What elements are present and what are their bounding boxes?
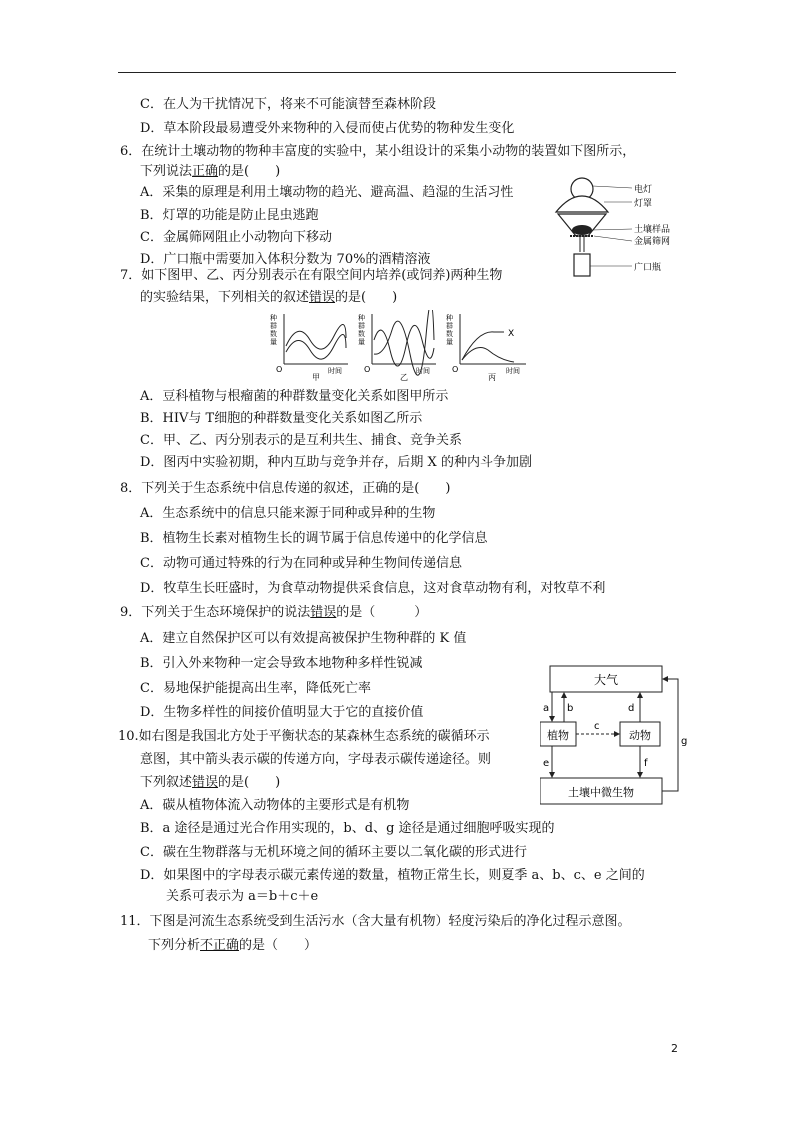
q8-option-c: C．动物可通过特殊的行为在同种或异种生物间传递信息 [140, 556, 462, 571]
q9-option-c: C．易地保护能提高出生率，降低死亡率 [140, 681, 371, 696]
q7-population-graphs [268, 310, 540, 382]
bing-curve-x [462, 332, 504, 360]
svg-text:种: 种 [358, 314, 365, 322]
svg-text:群: 群 [446, 322, 453, 330]
label-sample: 土壤样品 [634, 225, 671, 235]
q10-option-b: B．a 途径是通过光合作用实现的，b、d、g 途径是通过细胞呼吸实现的 [140, 821, 555, 836]
label-bing: 丙 [488, 373, 496, 382]
label-jia: 甲 [312, 373, 320, 382]
q10-option-a: A．碳从植物体流入动物体的主要形式是有机物 [140, 798, 410, 813]
svg-text:数: 数 [270, 330, 277, 338]
q7-stem-2: 的实验结果，下列相关的叙述错误的是( ) [140, 290, 398, 305]
svg-text:g: g [681, 736, 688, 747]
svg-text:时间: 时间 [328, 367, 342, 375]
q6-option-a: A．采集的原理是利用土壤动物的趋光、避高温、趋湿的生活习性 [140, 185, 514, 200]
svg-text:a: a [543, 703, 550, 714]
q9-option-b: B．引入外来物种一定会导致本地物种多样性锐减 [140, 656, 423, 671]
q11-stem-2: 下列分析不正确的是（ ） [148, 938, 318, 953]
svg-text:数: 数 [446, 330, 453, 338]
q10-carbon-cycle-diagram [540, 662, 690, 810]
svg-text:群: 群 [358, 322, 365, 330]
q10-option-c: C．碳在生物群落与无机环境之间的循环主要以二氧化碳的形式进行 [140, 845, 527, 860]
svg-text:b: b [567, 703, 574, 714]
svg-text:d: d [628, 703, 635, 714]
svg-text:e: e [543, 758, 550, 769]
q7-option-b: B．HIV与 T细胞的种群数量变化关系如图乙所示 [140, 411, 423, 426]
arrow-g [662, 679, 678, 791]
q10-stem: 10.如右图是我国北方处于平衡状态的某森林生态系统的碳循环示 [118, 729, 490, 744]
q8-stem: 8．下列关于生态系统中信息传递的叙述，正确的是( ) [120, 481, 451, 496]
label-animal: 动物 [629, 729, 651, 742]
svg-text:O: O [364, 365, 371, 374]
svg-text:量: 量 [446, 338, 453, 346]
graph-jia [270, 313, 348, 382]
q8-option-b: B．植物生长素对植物生长的调节属于信息传递中的化学信息 [140, 531, 488, 546]
q10-stem-3: 下列叙述错误的是( ) [140, 775, 281, 790]
svg-text:群: 群 [270, 322, 277, 330]
label-mesh: 金属筛网 [634, 237, 671, 247]
jia-curve-1 [286, 324, 346, 349]
q6-apparatus-figure [548, 174, 678, 282]
q11-stem: 11．下图是河流生态系统受到生活污水（含大量有机物）轻度污染后的净化过程示意图。 [120, 914, 631, 929]
q8-option-d: D．牧草生长旺盛时，为食草动物提供采食信息，这对食草动物有利，对牧草不利 [140, 581, 606, 596]
q7-stem: 7．如下图甲、乙、丙分别表示在有限空间内培养(或饲养)两种生物 [120, 268, 503, 283]
q5-option-d: D．草本阶段最易遭受外来物种的入侵而使占优势的物种发生变化 [140, 121, 515, 136]
header-rule [118, 72, 676, 73]
q5-option-c: C．在人为干扰情况下，将来不可能演替至森林阶段 [140, 97, 436, 112]
svg-text:量: 量 [270, 338, 277, 346]
q9-option-d: D．生物多样性的间接价值明显大于它的直接价值 [140, 705, 424, 720]
svg-text:c: c [594, 721, 600, 732]
label-plant: 植物 [547, 729, 569, 742]
q7-option-a: A．豆科植物与根瘤菌的种群数量变化关系如图甲所示 [140, 389, 449, 404]
q8-option-a: A．生态系统中的信息只能来源于同种或异种的生物 [140, 506, 436, 521]
q6-stem: 6．在统计土壤动物的物种丰富度的实验中，某小组设计的采集小动物的装置如下图所示， [120, 144, 636, 159]
soil-sample [572, 225, 592, 235]
label-yi: 乙 [400, 373, 408, 382]
q7-option-c: C．甲、乙、丙分别表示的是互利共生、捕食、竞争关系 [140, 433, 462, 448]
q6-option-b: B．灯罩的功能是防止昆虫逃跑 [140, 208, 319, 223]
label-x: X [508, 329, 515, 339]
q10-option-d: D．如果图中的字母表示碳元素传递的数量，植物正常生长，则夏季 a、b、c、e 之间的 [140, 868, 645, 883]
graph-bing [446, 313, 526, 382]
svg-text:时间: 时间 [506, 367, 520, 375]
bing-curve-2 [462, 348, 514, 362]
q6-option-c: C．金属筛网阻止小动物向下移动 [140, 230, 332, 245]
svg-text:数: 数 [358, 330, 365, 338]
q9-option-a: A．建立自然保护区可以有效提高被保护生物种群的 K 值 [140, 631, 467, 646]
svg-text:O: O [276, 365, 283, 374]
q7-option-d: D．图丙中实验初期，种内互助与竞争并存，后期 X 的种内斗争加剧 [140, 455, 532, 470]
svg-text:时间: 时间 [416, 367, 430, 375]
label-shade: 灯罩 [634, 199, 653, 209]
svg-text:种: 种 [270, 314, 277, 322]
label-air: 大气 [593, 673, 619, 687]
wide-mouth-bottle [574, 254, 590, 276]
label-soil: 土壤中微生物 [568, 786, 634, 799]
page-number: 2 [671, 1042, 678, 1055]
svg-text:O: O [452, 365, 459, 374]
graph-yi [358, 310, 436, 382]
q10-option-d-2: 关系可表示为 a＝b＋c＋e [166, 889, 319, 904]
label-lamp: 电灯 [634, 185, 653, 195]
svg-text:量: 量 [358, 338, 365, 346]
label-bottle: 广口瓶 [634, 263, 662, 273]
q6-stem-2: 下列说法正确的是( ) [140, 164, 281, 179]
lamp-shade [556, 196, 608, 212]
svg-text:种: 种 [446, 314, 453, 322]
q10-stem-2: 意图，其中箭头表示碳的传递方向，字母表示碳传递途径。则 [140, 752, 492, 767]
q9-stem: 9．下列关于生态环境保护的说法错误的是（ ） [120, 605, 428, 620]
q6-option-d: D．广口瓶中需要加入体积分数为 70%的酒精溶液 [140, 252, 431, 267]
svg-text:f: f [644, 758, 648, 769]
yi-curve-2 [374, 310, 434, 375]
